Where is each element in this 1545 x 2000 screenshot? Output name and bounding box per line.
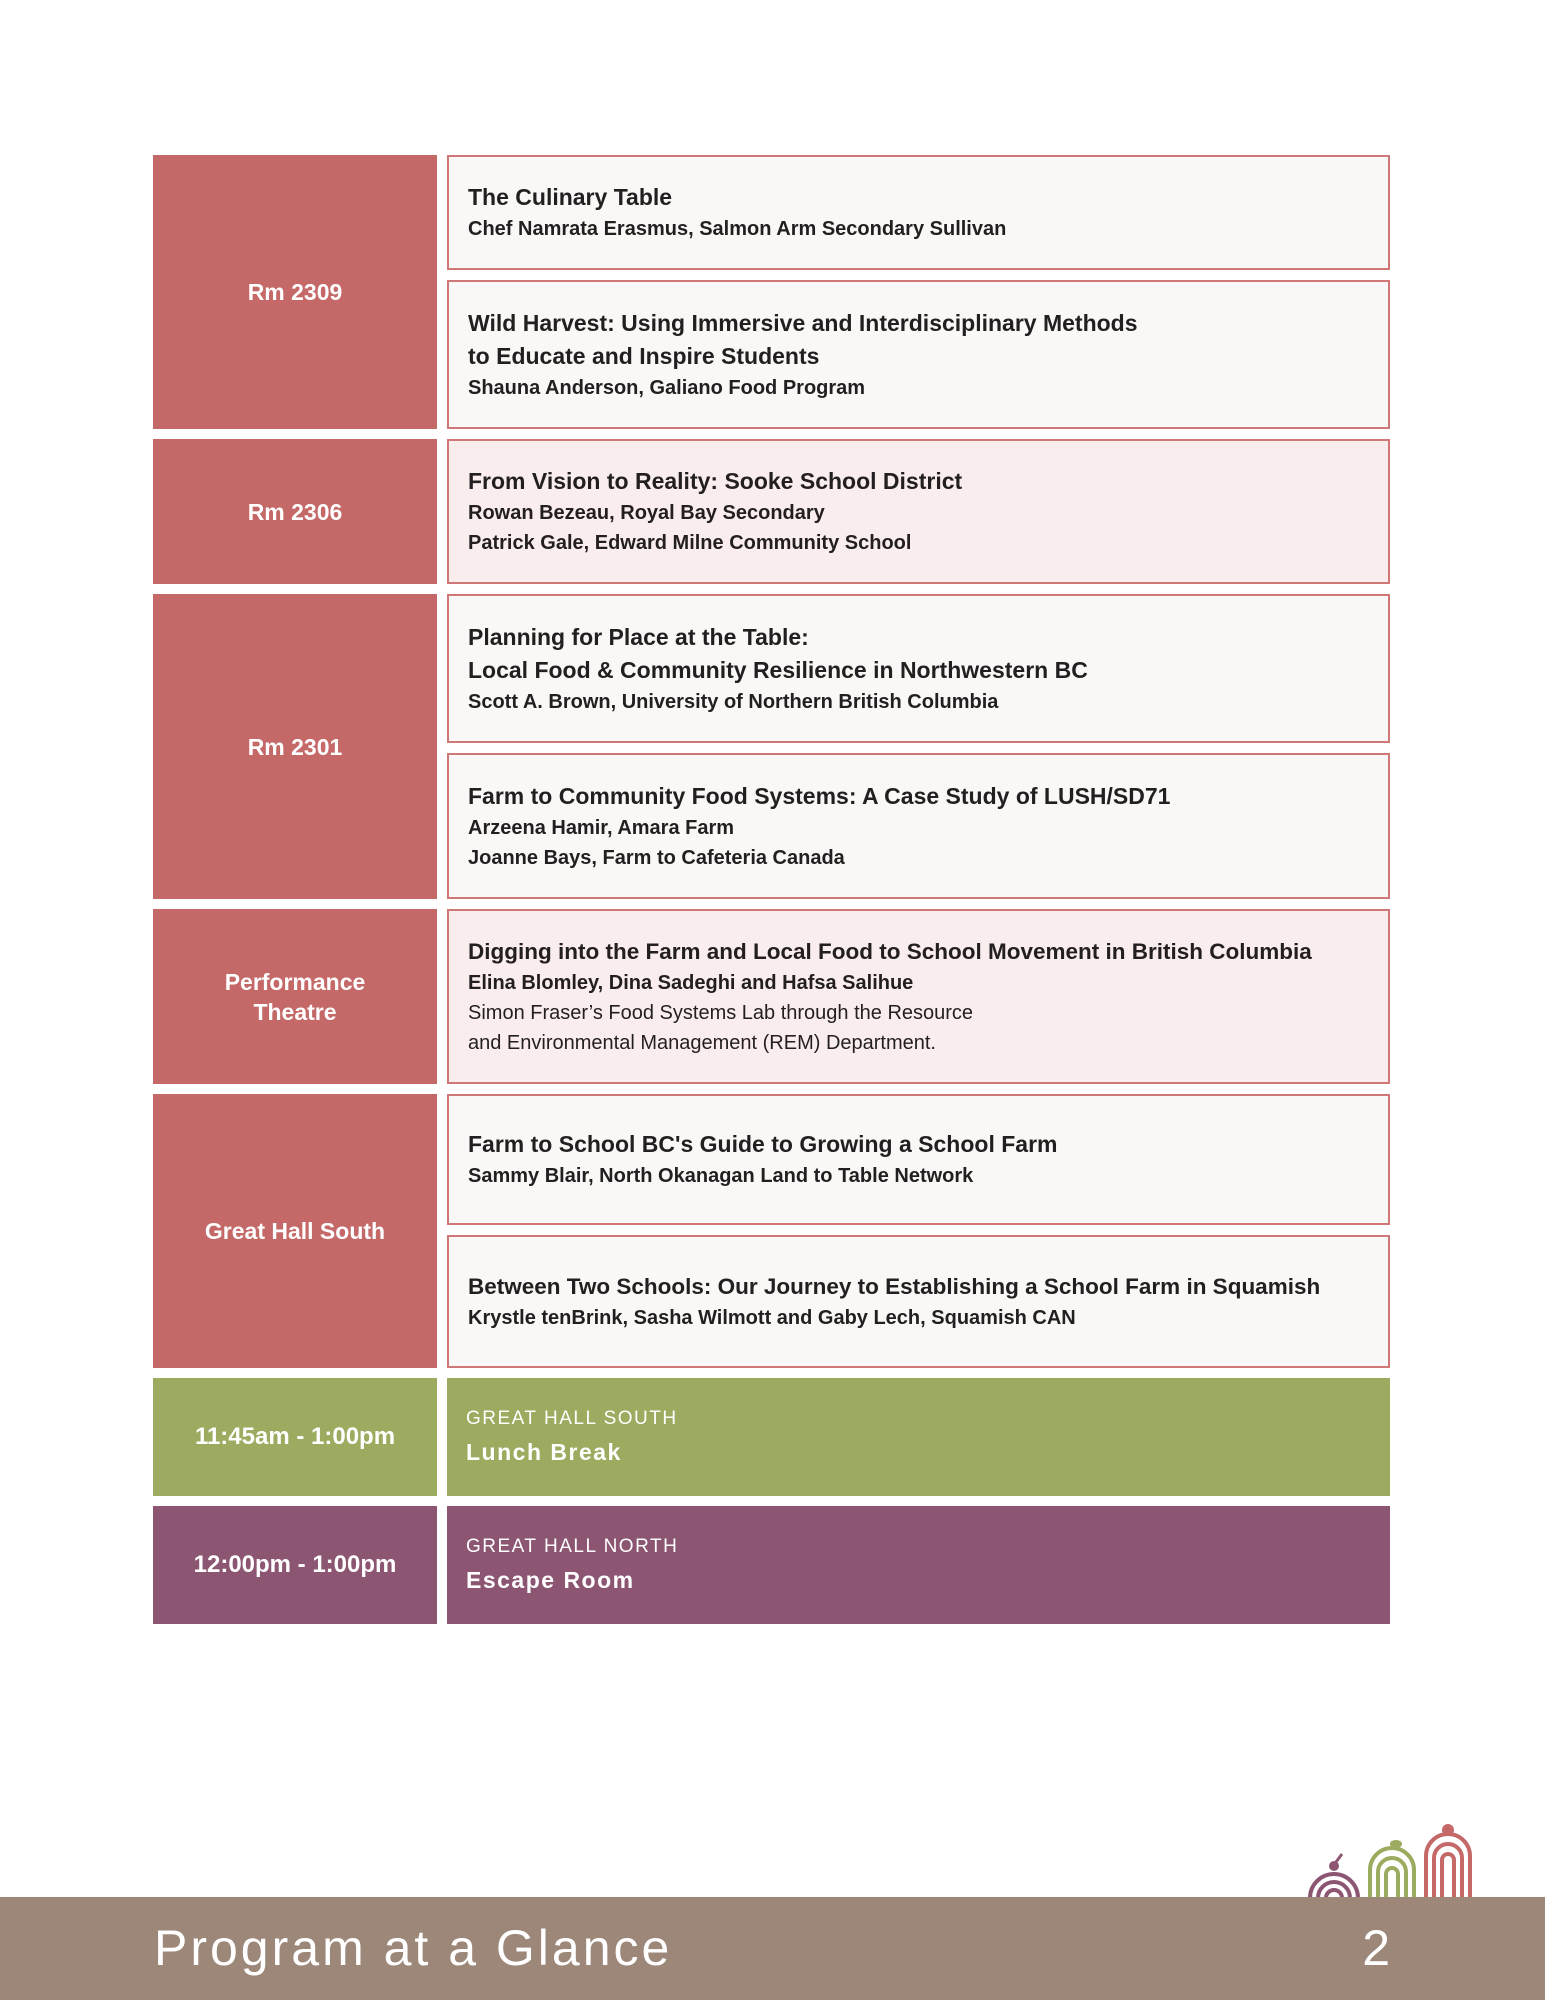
session-presenter: Shauna Anderson, Galiano Food Program [468,376,866,399]
session-card [447,1094,1390,1225]
escape-room-card [447,1506,1390,1624]
session-presenter: Patrick Gale, Edward Milne Community School [468,532,912,554]
session-presenter: Krystle tenBrink, Sasha Wilmott and Gaby Lech, Squamish CAN [468,1307,1076,1329]
session-card [447,439,1390,584]
break-title: Lunch Break [466,1439,622,1465]
session-presenter: Elina Blomley, Dina Sadeghi and Hafsa Salihue [468,972,914,994]
footer-title: Program at a Glance [154,1920,673,1976]
session-presenter: Rowan Bezeau, Royal Bay Secondary [468,502,825,524]
break-time: 11:45am - 1:00pm [194,1423,396,1450]
session-card [447,594,1390,743]
room-rm-2309 [153,155,437,429]
break-title: Escape Room [466,1567,635,1593]
session-title: Wild Harvest: Using Immersive and Interdisciplinary Methods [468,309,1138,336]
session-card [447,155,1390,270]
session-title: Farm to Community Food Systems: A Case Study of LUSH/SD71 [468,782,1171,809]
lunch-break-card [447,1378,1390,1496]
session-affiliation: and Environmental Management (REM) Department. [468,1032,936,1054]
page-number: 2 [1362,1920,1390,1976]
session-title: Digging into the Farm and Local Food to School Movement in British Columbia [468,939,1312,964]
escape-room-time [153,1506,437,1624]
session-title: Local Food & Community Resilience in Northwestern BC [468,656,1088,683]
session-presenter: Scott A. Brown, University of Northern British Columbia [468,690,999,713]
arch-logo-icon [1300,1820,1480,1900]
room-label: Rm 2306 [247,498,343,525]
room-performance-theatre [153,909,437,1084]
break-time: 12:00pm - 1:00pm [193,1551,397,1578]
session-card [447,753,1390,899]
room-label: Rm 2309 [247,279,343,305]
session-title: From Vision to Reality: Sooke School District [468,468,963,494]
footer-bar [0,1897,1545,2000]
session-presenter: Sammy Blair, North Okanagan Land to Table Network [468,1165,974,1187]
break-location: GREAT HALL NORTH [466,1536,679,1557]
session-presenter: Chef Namrata Erasmus, Salmon Arm Secondary Sullivan [468,218,1007,240]
session-title: Planning for Place at the Table: [468,623,809,650]
room-rm-2301 [153,594,437,899]
session-presenter: Arzeena Hamir, Amara Farm [468,816,735,839]
session-presenter: Joanne Bays, Farm to Cafeteria Canada [468,846,845,869]
room-label: Great Hall South [204,1218,386,1244]
session-card [447,280,1390,429]
session-title: Farm to School BC's Guide to Growing a School Farm [468,1131,1058,1157]
room-rm-2306 [153,439,437,584]
break-location: GREAT HALL SOUTH [466,1408,678,1429]
session-affiliation: Simon Fraser’s Food Systems Lab through the Resource [468,1002,974,1024]
lunch-break-time [153,1378,437,1496]
room-label: Performance Theatre [224,968,366,1025]
room-great-hall-south [153,1094,437,1368]
room-label: Rm 2301 [247,733,343,760]
session-title: to Educate and Inspire Students [468,342,820,369]
session-card [447,909,1390,1084]
session-title: Between Two Schools: Our Journey to Establishing a School Farm in Squamish [468,1274,1321,1299]
session-title: The Culinary Table [468,184,673,210]
session-card [447,1235,1390,1368]
